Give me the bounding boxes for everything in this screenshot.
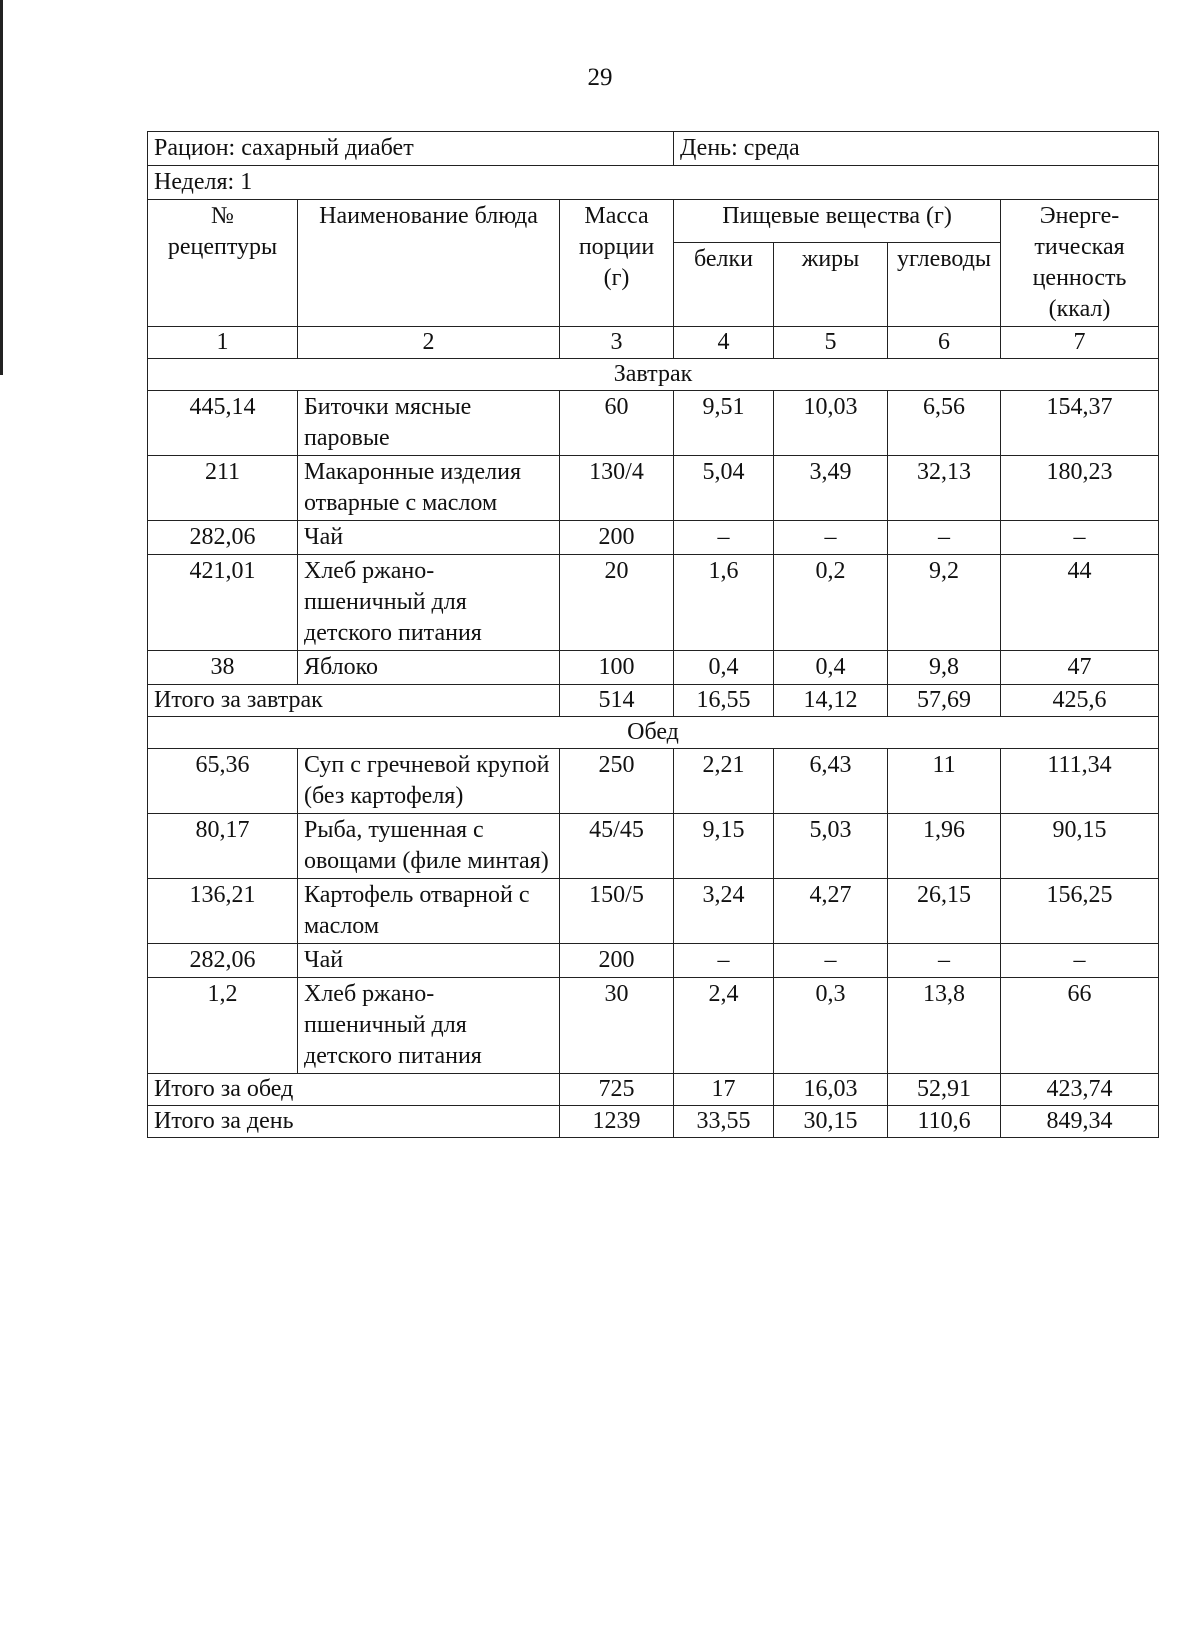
proteins-cell: – [674, 521, 774, 555]
fats-cell: – [774, 944, 888, 978]
portion-mass-cell: 30 [560, 978, 674, 1074]
portion-mass-cell: 200 [560, 521, 674, 555]
section-title-row [148, 359, 1159, 391]
carbs-cell: 6,56 [888, 391, 1001, 456]
dish-name-cell: Чай [298, 521, 560, 555]
fats-cell: 3,49 [774, 456, 888, 521]
column-number: 5 [774, 327, 888, 359]
dish-name-cell: Картофель отварной с маслом [298, 879, 560, 944]
total-mass-cell: 514 [560, 685, 674, 717]
total-fats-cell: 14,12 [774, 685, 888, 717]
day-cell: День: среда [674, 132, 1159, 166]
recipe-number-cell: 38 [148, 651, 298, 685]
page-number: 29 [587, 64, 613, 91]
column-header-row [148, 200, 1159, 243]
total-mass-cell: 725 [560, 1074, 674, 1106]
dish-name-cell: Яблоко [298, 651, 560, 685]
carbs-cell: 11 [888, 749, 1001, 814]
energy-cell: 66 [1001, 978, 1159, 1074]
table-row [148, 814, 1159, 879]
portion-mass-cell: 100 [560, 651, 674, 685]
column-number-row [148, 327, 1159, 359]
column-number: 7 [1001, 327, 1159, 359]
column-number: 6 [888, 327, 1001, 359]
col-header-carbs: углеводы [888, 242, 1001, 326]
table-row [148, 749, 1159, 814]
total-energy-cell: 849,34 [1001, 1106, 1159, 1138]
col-header-energy: Энерге-тическая ценность (ккал) [1001, 200, 1159, 327]
table-row [148, 978, 1159, 1074]
col-header-portion-mass: Масса порции (г) [560, 200, 674, 327]
week-row [148, 166, 1159, 200]
energy-cell: 154,37 [1001, 391, 1159, 456]
col-header-fats: жиры [774, 242, 888, 326]
total-label: Итого за обед [148, 1074, 560, 1106]
fats-cell: 0,4 [774, 651, 888, 685]
section-title: Завтрак [148, 359, 1159, 391]
column-number: 1 [148, 327, 298, 359]
dish-name-cell: Биточки мясные паровые [298, 391, 560, 456]
table-row [148, 944, 1159, 978]
proteins-cell: 3,24 [674, 879, 774, 944]
total-row [148, 1074, 1159, 1106]
carbs-cell: 32,13 [888, 456, 1001, 521]
total-proteins-cell: 16,55 [674, 685, 774, 717]
recipe-number-cell: 80,17 [148, 814, 298, 879]
portion-mass-cell: 250 [560, 749, 674, 814]
total-energy-cell: 425,6 [1001, 685, 1159, 717]
scan-edge-line [0, 0, 3, 375]
fats-cell: 6,43 [774, 749, 888, 814]
fats-cell: 0,2 [774, 555, 888, 651]
carbs-cell: 1,96 [888, 814, 1001, 879]
proteins-cell: 0,4 [674, 651, 774, 685]
total-label: Итого за день [148, 1106, 560, 1138]
recipe-number-cell: 421,01 [148, 555, 298, 651]
ration-row [148, 132, 1159, 166]
portion-mass-cell: 20 [560, 555, 674, 651]
fats-cell: 10,03 [774, 391, 888, 456]
recipe-number-cell: 136,21 [148, 879, 298, 944]
proteins-cell: 1,6 [674, 555, 774, 651]
table-row [148, 879, 1159, 944]
col-header-proteins: белки [674, 242, 774, 326]
section-title: Обед [148, 717, 1159, 749]
ration-cell: Рацион: сахарный диабет [148, 132, 674, 166]
portion-mass-cell: 200 [560, 944, 674, 978]
dish-name-cell: Рыба, тушенная с овощами (филе минтая) [298, 814, 560, 879]
total-row [148, 1106, 1159, 1138]
menu-table [147, 131, 1159, 1138]
proteins-cell: – [674, 944, 774, 978]
table-row [148, 521, 1159, 555]
column-number: 4 [674, 327, 774, 359]
carbs-cell: – [888, 944, 1001, 978]
col-header-recipe-no: № рецептуры [148, 200, 298, 327]
proteins-cell: 2,21 [674, 749, 774, 814]
proteins-cell: 2,4 [674, 978, 774, 1074]
total-energy-cell: 423,74 [1001, 1074, 1159, 1106]
dish-name-cell: Суп с гречневой крупой (без картофеля) [298, 749, 560, 814]
column-number: 2 [298, 327, 560, 359]
proteins-cell: 5,04 [674, 456, 774, 521]
portion-mass-cell: 150/5 [560, 879, 674, 944]
total-proteins-cell: 17 [674, 1074, 774, 1106]
recipe-number-cell: 445,14 [148, 391, 298, 456]
section-title-row [148, 717, 1159, 749]
proteins-cell: 9,15 [674, 814, 774, 879]
total-fats-cell: 30,15 [774, 1106, 888, 1138]
dish-name-cell: Макаронные изделия отварные с маслом [298, 456, 560, 521]
recipe-number-cell: 211 [148, 456, 298, 521]
table-row [148, 391, 1159, 456]
carbs-cell: 26,15 [888, 879, 1001, 944]
recipe-number-cell: 65,36 [148, 749, 298, 814]
dish-name-cell: Хлеб ржано-пшеничный для детского питания [298, 978, 560, 1074]
dish-name-cell: Чай [298, 944, 560, 978]
energy-cell: 44 [1001, 555, 1159, 651]
recipe-number-cell: 282,06 [148, 944, 298, 978]
dish-name-cell: Хлеб ржано-пшеничный для детского питания [298, 555, 560, 651]
col-header-dish-name: Наименование блюда [298, 200, 560, 327]
carbs-cell: 9,8 [888, 651, 1001, 685]
week-cell: Неделя: 1 [148, 166, 1159, 200]
energy-cell: 156,25 [1001, 879, 1159, 944]
recipe-number-cell: 282,06 [148, 521, 298, 555]
energy-cell: 47 [1001, 651, 1159, 685]
col-header-nutrients: Пищевые вещества (г) [674, 200, 1001, 243]
total-row [148, 685, 1159, 717]
table-row [148, 651, 1159, 685]
total-carbs-cell: 110,6 [888, 1106, 1001, 1138]
fats-cell: – [774, 521, 888, 555]
energy-cell: 111,34 [1001, 749, 1159, 814]
fats-cell: 4,27 [774, 879, 888, 944]
recipe-number-cell: 1,2 [148, 978, 298, 1074]
portion-mass-cell: 45/45 [560, 814, 674, 879]
energy-cell: 90,15 [1001, 814, 1159, 879]
fats-cell: 0,3 [774, 978, 888, 1074]
total-mass-cell: 1239 [560, 1106, 674, 1138]
energy-cell: 180,23 [1001, 456, 1159, 521]
portion-mass-cell: 60 [560, 391, 674, 456]
total-proteins-cell: 33,55 [674, 1106, 774, 1138]
column-number: 3 [560, 327, 674, 359]
portion-mass-cell: 130/4 [560, 456, 674, 521]
proteins-cell: 9,51 [674, 391, 774, 456]
total-carbs-cell: 52,91 [888, 1074, 1001, 1106]
table-row [148, 555, 1159, 651]
energy-cell: – [1001, 521, 1159, 555]
carbs-cell: 9,2 [888, 555, 1001, 651]
fats-cell: 5,03 [774, 814, 888, 879]
total-fats-cell: 16,03 [774, 1074, 888, 1106]
carbs-cell: 13,8 [888, 978, 1001, 1074]
table-row [148, 456, 1159, 521]
total-label: Итого за завтрак [148, 685, 560, 717]
energy-cell: – [1001, 944, 1159, 978]
carbs-cell: – [888, 521, 1001, 555]
total-carbs-cell: 57,69 [888, 685, 1001, 717]
